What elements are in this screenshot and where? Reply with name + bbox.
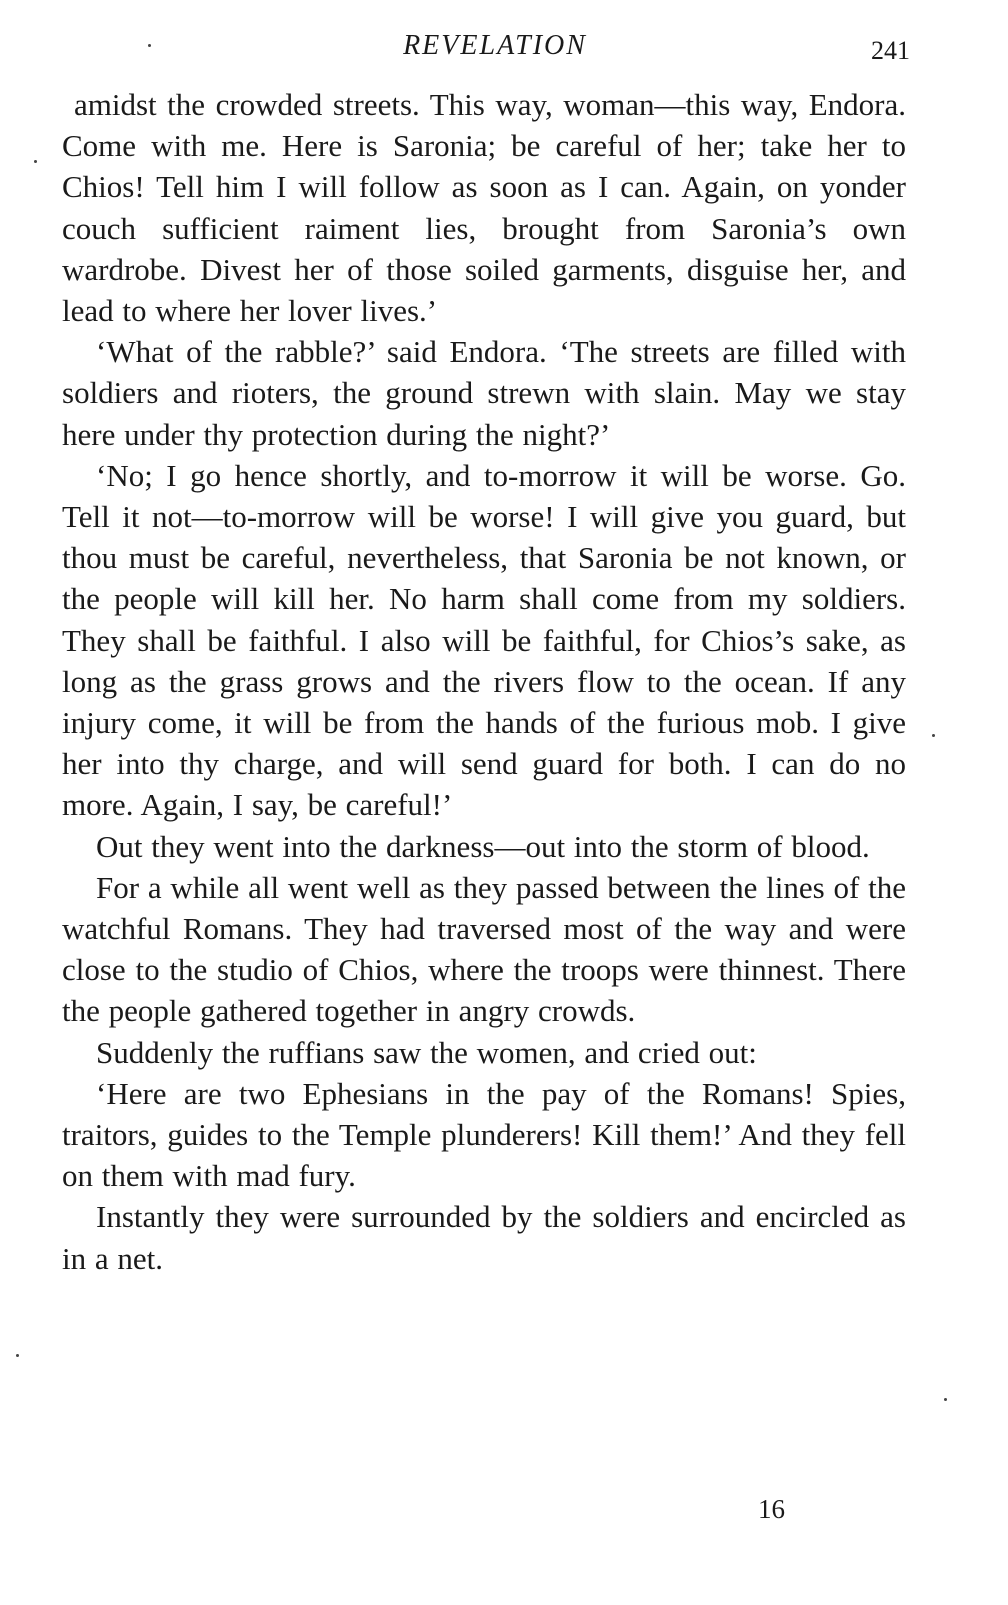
paragraph: For a while all went well as they passed between the lines of the watchful Romans. They had traversed most of the way and were close to the studio of Chios, where the troops were thinnest. There the people gathered together in angry crowds. [62, 869, 906, 1029]
paragraph: Instantly they were surrounded by the soldiers and encircled as in a net. [62, 1199, 906, 1276]
paragraph: ‘Here are two Ephesians in the pay of the Romans! Spies, traitors, guides to the Temple plunderers! Kill them!’ And they fell on them with mad fury. [62, 1075, 906, 1194]
running-title: REVELATION [403, 30, 587, 61]
paragraph: Out they went into the darkness—out into the storm of blood. [96, 828, 870, 864]
paragraph: ‘No; I go hence shortly, and to-morrow it will be worse. Go. Tell it not—to-morrow will be worse! I will give you guard, but thou must be careful, nevertheless, that Saronia be not known, or the people will kill her. No harm shall come from my soldiers. They shall be faithful. I also will be faithful, for Chios’s sake, as long as the grass grows and the rivers flow to the ocean. If any injury come, it will be from the hands of the furious mob. I give her into thy charge, and will send guard for both. I can do no more. Again, I say, be careful!’ [62, 457, 906, 823]
paragraph: ‘What of the rabble?’ said Endora. ‘The streets are filled with soldiers and rioters, the ground strewn with slain. May we stay here under thy protection during the night?’ [62, 334, 906, 452]
signature-mark: 16 [758, 1494, 785, 1524]
paragraph: amidst the crowded streets. This way, woman—this way, Endora. Come with me. Here is Saronia; be careful of her; take her to Chios! Tell him I will follow as soon as I can. Again, on yonder couch sufficient raiment lies, brought from Saronia’s own wardrobe. Divest her of those soiled garments, disguise her, and lead to where her lover lives.’ [62, 87, 906, 329]
print-speck [16, 1354, 19, 1357]
paragraph: Suddenly the ruffians saw the women, and cried out: [96, 1034, 757, 1070]
page-number: 241 [871, 36, 910, 65]
print-speck [944, 1398, 947, 1401]
print-speck [932, 734, 935, 737]
print-speck [148, 44, 151, 47]
body-text [62, 84, 906, 1279]
print-speck [34, 160, 37, 163]
running-head [0, 30, 1008, 70]
